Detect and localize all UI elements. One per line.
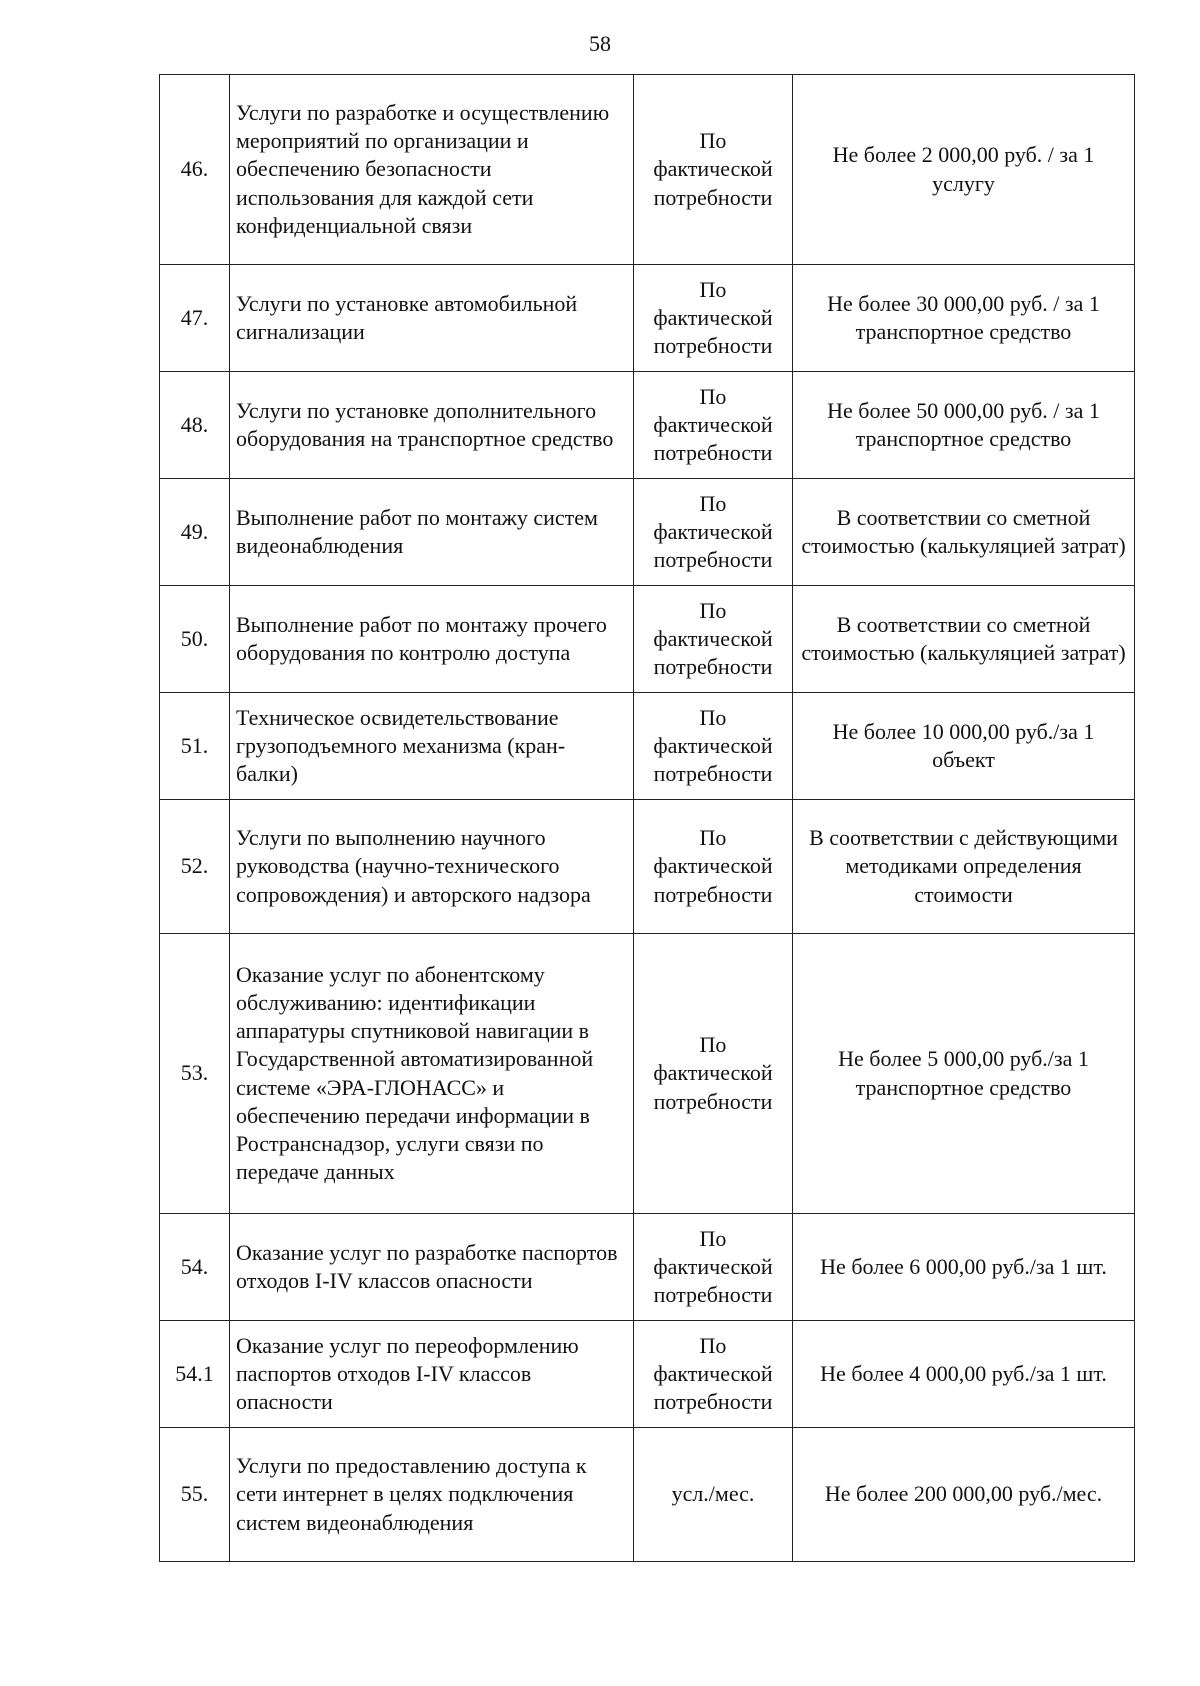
norm-quantity: По фактической потребности bbox=[634, 372, 793, 479]
table-row bbox=[160, 693, 1135, 800]
service-name: Услуги по установке автомобильной сигнализации bbox=[230, 265, 634, 372]
table-row bbox=[160, 586, 1135, 693]
service-name: Услуги по разработке и осуществлению мероприятий по организации и обеспечению безопасности использования для каждой сети конфиденциальной связи bbox=[230, 75, 634, 265]
row-number: 55. bbox=[160, 1428, 230, 1562]
row-number: 54. bbox=[160, 1214, 230, 1321]
service-name: Оказание услуг по абонентскому обслуживанию: идентификации аппаратуры спутниковой навигации в Государственной автоматизированной системе «ЭРА-ГЛОНАСС» и обеспечению передачи информации в Ространснадзор, услуги связи по передаче данных bbox=[230, 934, 634, 1214]
norm-quantity: По фактической потребности bbox=[634, 1214, 793, 1321]
norm-quantity: усл./мес. bbox=[634, 1428, 793, 1562]
price-limit: Не более 6 000,00 руб./за 1 шт. bbox=[793, 1214, 1135, 1321]
table-row bbox=[160, 372, 1135, 479]
service-name: Оказание услуг по переоформлению паспортов отходов I-IV классов опасности bbox=[230, 1321, 634, 1428]
table-row bbox=[160, 800, 1135, 934]
row-number: 52. bbox=[160, 800, 230, 934]
table-row bbox=[160, 1321, 1135, 1428]
table-row bbox=[160, 75, 1135, 265]
price-limit: Не более 50 000,00 руб. / за 1 транспортное средство bbox=[793, 372, 1135, 479]
row-number: 49. bbox=[160, 479, 230, 586]
table-row bbox=[160, 265, 1135, 372]
table-row bbox=[160, 479, 1135, 586]
norm-quantity: По фактической потребности bbox=[634, 934, 793, 1214]
service-name: Услуги по установке дополнительного оборудования на транспортное средство bbox=[230, 372, 634, 479]
table-row bbox=[160, 1214, 1135, 1321]
service-name: Выполнение работ по монтажу систем видеонаблюдения bbox=[230, 479, 634, 586]
services-table bbox=[159, 74, 1135, 1562]
price-limit: Не более 10 000,00 руб./за 1 объект bbox=[793, 693, 1135, 800]
row-number: 51. bbox=[160, 693, 230, 800]
norm-quantity: По фактической потребности bbox=[634, 693, 793, 800]
norm-quantity: По фактической потребности bbox=[634, 479, 793, 586]
row-number: 46. bbox=[160, 75, 230, 265]
service-name: Услуги по выполнению научного руководства (научно-технического сопровождения) и авторского надзора bbox=[230, 800, 634, 934]
price-limit: Не более 4 000,00 руб./за 1 шт. bbox=[793, 1321, 1135, 1428]
price-limit: Не более 5 000,00 руб./за 1 транспортное средство bbox=[793, 934, 1135, 1214]
page-number: 58 bbox=[589, 31, 611, 56]
price-limit: Не более 2 000,00 руб. / за 1 услугу bbox=[793, 75, 1135, 265]
service-name: Выполнение работ по монтажу прочего оборудования по контролю доступа bbox=[230, 586, 634, 693]
norm-quantity: По фактической потребности bbox=[634, 800, 793, 934]
service-name: Оказание услуг по разработке паспортов отходов I-IV классов опасности bbox=[230, 1214, 634, 1321]
price-limit: В соответствии с действующими методиками определения стоимости bbox=[793, 800, 1135, 934]
norm-quantity: По фактической потребности bbox=[634, 75, 793, 265]
norm-quantity: По фактической потребности bbox=[634, 586, 793, 693]
price-limit: В соответствии со сметной стоимостью (калькуляцией затрат) bbox=[793, 586, 1135, 693]
norm-quantity: По фактической потребности bbox=[634, 1321, 793, 1428]
service-name: Техническое освидетельствование грузоподъемного механизма (кран-балки) bbox=[230, 693, 634, 800]
price-limit: В соответствии со сметной стоимостью (калькуляцией затрат) bbox=[793, 479, 1135, 586]
row-number: 53. bbox=[160, 934, 230, 1214]
row-number: 50. bbox=[160, 586, 230, 693]
table-row bbox=[160, 1428, 1135, 1562]
row-number: 54.1 bbox=[160, 1321, 230, 1428]
row-number: 47. bbox=[160, 265, 230, 372]
service-name: Услуги по предоставлению доступа к сети интернет в целях подключения систем видеонаблюдения bbox=[230, 1428, 634, 1562]
row-number: 48. bbox=[160, 372, 230, 479]
price-limit: Не более 200 000,00 руб./мес. bbox=[793, 1428, 1135, 1562]
norm-quantity: По фактической потребности bbox=[634, 265, 793, 372]
price-limit: Не более 30 000,00 руб. / за 1 транспортное средство bbox=[793, 265, 1135, 372]
table-row bbox=[160, 934, 1135, 1214]
